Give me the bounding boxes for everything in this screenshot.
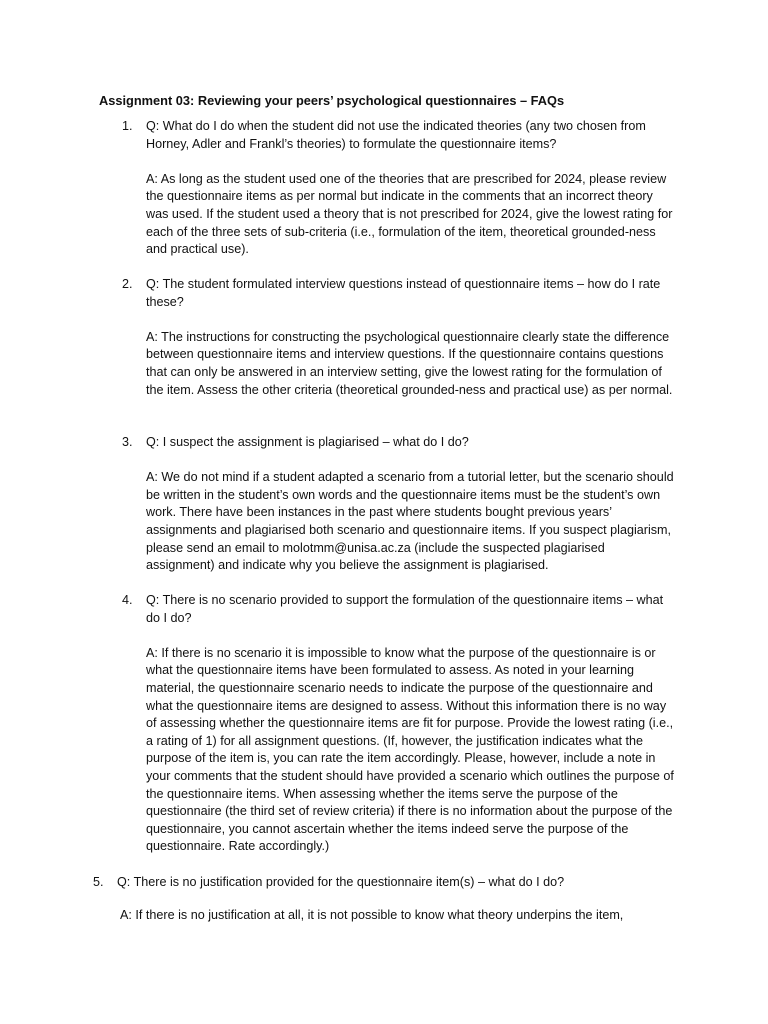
faq-question: Q: There is no scenario provided to support the formulation of the questionnaire items – what do I do?: [146, 593, 664, 625]
faq-question: Q: There is no justification provided for the questionnaire item(s) – what do I do?: [117, 875, 565, 889]
faq-item-number: 2.: [122, 277, 133, 291]
faq-item-3: [122, 434, 676, 575]
faq-item-2: [122, 276, 676, 399]
faq-item-number: 3.: [122, 435, 133, 449]
faq-question: Q: What do I do when the student did not use the indicated theories (any two chosen from Horney, Adler and Frankl’s theories) to formulate the questionnaire items?: [146, 119, 646, 151]
faq-answer: A: The instructions for constructing the psychological questionnaire clearly state the difference between questionnaire items and interview questions. If the questionnaire contains questions that can only be answered in an interview setting, give the lowest rating for the formulation of the item. Assess the other criteria (theoretical grounded-ness and practical use) as per normal.: [146, 329, 673, 397]
faq-item-5: [93, 874, 677, 892]
faq-question: Q: I suspect the assignment is plagiarised – what do I do?: [146, 435, 469, 449]
faq-answer: A: If there is no scenario it is impossible to know what the purpose of the questionnaire is or what the questionnaire items have been formulated to assess. As noted in your learning material, the questionnaire scenario needs to indicate the purpose of the questionnaire and what the questionnaire items are designed to assess. Without this information there is no way of assessing whether the questionnaire items are fit for purpose. Provide the lowest rating (i.e., a rating of 1) for all assignment questions. (If, however, the justification indicates what the purpose of the item is, you can rate the item accordingly. Please, however, include a note in your comments that the student should have provided a scenario which outlines the purpose of the questionnaire items. When assessing whether the items serve the purpose of the questionnaire (the third set of review criteria) if there is no information about the purpose of the questionnaire, you cannot ascertain whether the items indeed serve the purpose of the questionnaire. Rate accordingly.): [146, 645, 674, 854]
faq-answer: A: As long as the student used one of the theories that are prescribed for 2024, please review the questionnaire items as per normal but indicate in the comments that an incorrect theory was used. If the student used a theory that is not prescribed for 2024, give the lowest rating for each of the three sets of sub-criteria (i.e., formulation of the item, theoretical grounded-ness and practical use).: [146, 171, 673, 257]
faq-answer: A: We do not mind if a student adapted a scenario from a tutorial letter, but the scenario should be written in the student’s own words and the questionnaire items must be the student’s own work. There have been instances in the past where students bought previous years’ assignments and plagiarised both scenario and questionnaire items. If you suspect plagiarism, please send an email to molotmm@unisa.ac.za (include the suspected plagiarised assignment) and indicate why you believe the assignment is plagiarised.: [146, 470, 674, 573]
faq-item-4: [122, 592, 676, 856]
faq-item-number: 1.: [122, 119, 133, 133]
faq-answer-5: A: If there is no justification at all, it is not possible to know what theory underpins the item,: [120, 908, 624, 922]
faq-item-number: 5.: [93, 875, 104, 889]
faq-item-1: [122, 118, 676, 259]
faq-question: Q: The student formulated interview questions instead of questionnaire items – how do I rate these?: [146, 277, 661, 309]
faq-item-number: 4.: [122, 593, 133, 607]
document-title: Assignment 03: Reviewing your peers’ psychological questionnaires – FAQs: [99, 93, 565, 108]
